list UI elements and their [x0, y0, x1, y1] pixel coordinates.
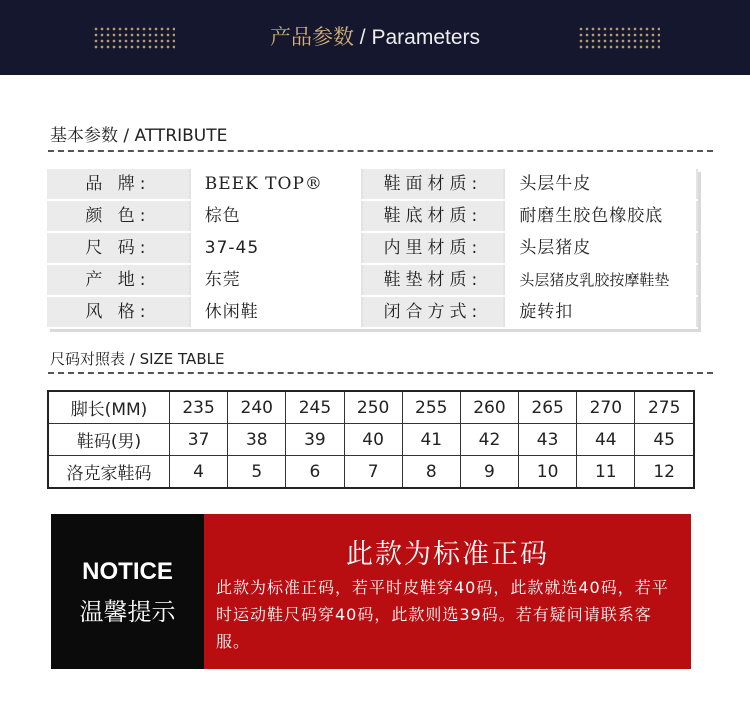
divider	[48, 372, 713, 374]
size-row-mens	[48, 424, 694, 456]
size-row-label: 洛克家鞋码	[48, 456, 170, 489]
attribute-label: 尺 码:	[47, 232, 190, 264]
attribute-label: 鞋面材质:	[362, 169, 505, 200]
size-cell: 44	[577, 424, 635, 456]
size-row-foot-length	[48, 391, 694, 424]
attribute-label: 颜 色:	[47, 200, 190, 232]
size-table-heading: 尺码对照表 / SIZE TABLE	[50, 350, 225, 368]
attribute-value: 休闲鞋	[190, 296, 362, 328]
size-cell: 250	[344, 391, 402, 424]
attribute-label: 闭合方式:	[362, 296, 505, 328]
attribute-label: 品 牌:	[47, 169, 190, 200]
size-cell: 40	[344, 424, 402, 456]
attribute-heading: 基本参数 / ATTRIBUTE	[50, 126, 228, 146]
size-cell: 12	[635, 456, 694, 489]
size-cell: 245	[286, 391, 344, 424]
brand-value: BEEK TOP®	[190, 169, 362, 200]
dot-pattern-right	[578, 26, 660, 50]
attribute-value: 东莞	[190, 264, 362, 296]
attribute-row	[47, 169, 697, 200]
notice-label-en: NOTICE	[82, 558, 173, 585]
size-cell: 41	[402, 424, 460, 456]
attribute-row	[47, 200, 697, 232]
attribute-row	[47, 232, 697, 264]
attribute-value: 头层猪皮	[504, 232, 697, 264]
notice-title: 此款为标准正码	[346, 539, 549, 570]
header-banner	[0, 0, 750, 75]
attribute-label: 鞋底材质:	[362, 200, 505, 232]
title-sep: /	[353, 26, 372, 49]
size-cell: 260	[460, 391, 518, 424]
attribute-value: 棕色	[190, 200, 362, 232]
attribute-row	[47, 264, 697, 296]
size-cell: 37	[170, 424, 228, 456]
attribute-value: 头层牛皮	[504, 169, 697, 200]
size-cell: 255	[402, 391, 460, 424]
title-zh: 产品参数	[269, 25, 354, 49]
size-cell: 240	[228, 391, 286, 424]
attribute-label: 产 地:	[47, 264, 190, 296]
size-table	[47, 390, 695, 489]
size-cell: 38	[228, 424, 286, 456]
attribute-value: 旋转扣	[504, 296, 697, 328]
notice-content-box	[204, 514, 691, 669]
attribute-value: 37-45	[190, 232, 362, 264]
size-cell: 9	[460, 456, 518, 489]
size-cell: 11	[577, 456, 635, 489]
size-cell: 42	[460, 424, 518, 456]
attribute-row	[47, 296, 697, 328]
size-cell: 5	[228, 456, 286, 489]
size-cell: 39	[286, 424, 344, 456]
size-cell: 45	[635, 424, 694, 456]
size-cell: 8	[402, 456, 460, 489]
attribute-label: 鞋垫材质:	[362, 264, 505, 296]
notice-label-zh: 温馨提示	[79, 598, 176, 626]
attribute-label: 风 格:	[47, 296, 190, 328]
size-cell: 10	[519, 456, 577, 489]
notice-label-box	[51, 514, 204, 669]
attribute-label: 内里材质:	[362, 232, 505, 264]
size-cell: 265	[519, 391, 577, 424]
size-cell: 6	[286, 456, 344, 489]
attribute-value: 耐磨生胶色橡胶底	[504, 200, 697, 232]
size-cell: 270	[577, 391, 635, 424]
size-cell: 235	[170, 391, 228, 424]
title-en: Parameters	[371, 26, 481, 49]
attribute-table	[47, 169, 698, 329]
size-row-brand	[48, 456, 694, 489]
attribute-value: 头层猪皮乳胶按摩鞋垫	[504, 264, 697, 296]
notice-body: 此款为标准正码，若平时皮鞋穿40码，此款就选40码，若平时运动鞋尺码穿40码，此款则选39码。若有疑问请联系客服。	[216, 578, 669, 651]
size-cell: 43	[519, 424, 577, 456]
size-cell: 7	[344, 456, 402, 489]
size-row-label: 脚长(MM)	[48, 391, 170, 424]
size-cell: 275	[635, 391, 694, 424]
size-row-label: 鞋码(男)	[48, 424, 170, 456]
size-cell: 4	[170, 456, 228, 489]
divider	[48, 150, 713, 152]
